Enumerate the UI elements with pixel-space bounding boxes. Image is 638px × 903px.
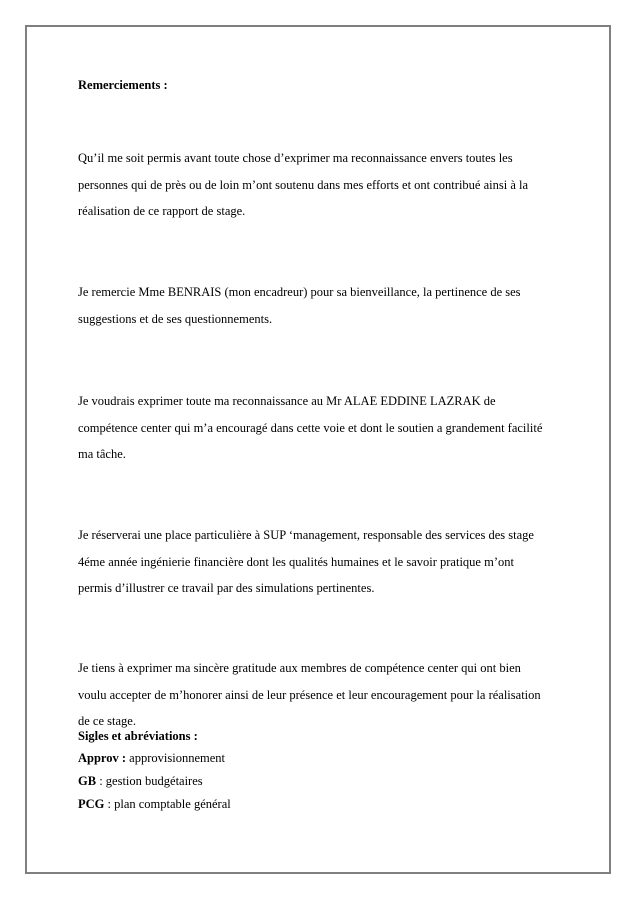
abbreviation-item	[78, 774, 203, 789]
paragraph-line: Je réserverai une place particulière à SUP ‘management, responsable des services des stage	[78, 528, 534, 542]
abbreviation-term: Approv :	[78, 751, 127, 765]
abbreviation-definition: : plan comptable général	[104, 797, 231, 811]
abbreviation-term: GB	[78, 774, 97, 788]
paragraph-encadreur	[78, 279, 558, 332]
paragraph-line: voulu accepter de m’honorer ainsi de leur présence et leur encouragement pour la réalisation	[78, 687, 541, 702]
paragraph-line: personnes qui de près ou de loin m’ont soutenu dans mes efforts et ont contribué ainsi à la	[78, 177, 529, 192]
paragraph-line: de ce stage.	[78, 714, 136, 728]
abbreviation-definition: approvisionnement	[126, 751, 225, 765]
paragraph-line: Je tiens à exprimer ma sincère gratitude aux membres de compétence center qui ont bien	[78, 661, 521, 675]
paragraph-line: compétence center qui m’a encouragé dans cette voie et dont le soutien a grandement facilité	[78, 420, 543, 435]
paragraph-sup-management	[78, 522, 558, 602]
paragraph-line: permis d’illustrer ce travail par des simulations pertinentes.	[78, 581, 375, 595]
abbreviation-item	[78, 751, 225, 766]
paragraph-line: 4éme année ingénierie financière dont les qualités humaines et le savoir pratique m’ont	[78, 554, 514, 569]
section-title-remerciements: Remerciements :	[78, 78, 168, 92]
paragraph-gratitude	[78, 655, 558, 735]
paragraph-line: réalisation de ce rapport de stage.	[78, 204, 246, 218]
paragraph-line: Qu’il me soit permis avant toute chose d’exprimer ma reconnaissance envers toutes les	[78, 151, 513, 165]
paragraph-line: suggestions et de ses questionnements.	[78, 311, 273, 326]
paragraph-line: Je remercie Mme BENRAIS (mon encadreur) pour sa bienveillance, la pertinence de ses	[78, 285, 521, 299]
abbreviation-definition: : gestion budgétaires	[96, 774, 203, 788]
paragraph-lazrak	[78, 388, 558, 468]
paragraph-line: Je voudrais exprimer toute ma reconnaissance au Mr ALAE EDDINE LAZRAK de	[78, 394, 496, 408]
section-title-sigles: Sigles et abréviations :	[78, 729, 198, 743]
paragraph-intro	[78, 145, 558, 225]
paragraph-line: ma tâche.	[78, 447, 126, 461]
abbreviation-term: PCG	[78, 797, 105, 811]
abbreviation-item	[78, 797, 231, 812]
